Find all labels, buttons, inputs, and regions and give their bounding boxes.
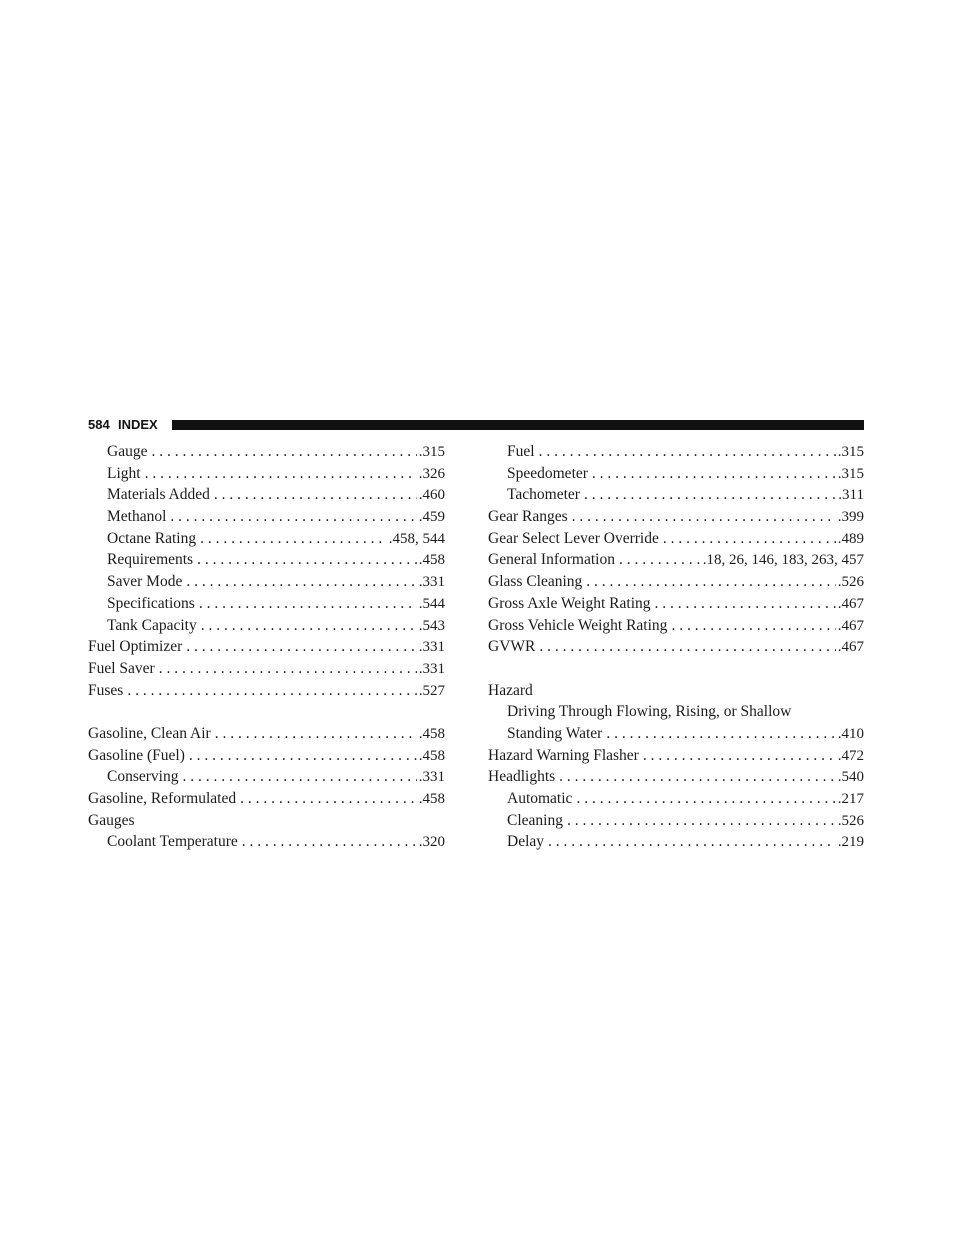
index-entry — [88, 810, 445, 832]
dot-leader — [159, 658, 417, 680]
index-page-ref: .326 — [418, 465, 445, 482]
index-page-ref: .458 — [418, 725, 445, 742]
index-entry — [488, 571, 864, 593]
index-term: Standing Water — [507, 724, 603, 742]
index-entry — [88, 680, 445, 702]
index-term: Gross Vehicle Weight Rating — [488, 616, 668, 634]
dot-leader — [189, 745, 417, 767]
dot-leader — [572, 506, 836, 528]
dot-leader — [215, 723, 417, 745]
index-subentry — [488, 701, 864, 723]
index-page-ref: .467 — [837, 617, 864, 634]
dot-leader — [592, 463, 836, 485]
dot-leader — [201, 615, 417, 637]
index-term: Materials Added — [107, 486, 210, 504]
index-page-ref: .331 — [418, 769, 445, 786]
index-page-ref: .472 — [837, 747, 864, 764]
index-subentry — [88, 593, 445, 615]
index-entry — [488, 615, 864, 637]
index-term: Saver Mode — [107, 573, 183, 591]
index-term: Speedometer — [507, 464, 588, 482]
index-page-ref: .315 — [837, 444, 864, 460]
index-term: Octane Rating — [107, 529, 197, 547]
index-page-ref: .544 — [418, 595, 445, 612]
index-entry — [88, 636, 445, 658]
index-entry — [488, 766, 864, 788]
index-term: Gasoline (Fuel) — [88, 746, 185, 764]
dot-leader — [186, 636, 416, 658]
index-entry — [488, 680, 864, 702]
index-term: Tank Capacity — [107, 616, 197, 634]
index-page-ref: .467 — [837, 595, 864, 612]
index-group-gap — [88, 701, 445, 723]
index-subentry — [488, 484, 864, 506]
index-entry — [88, 658, 445, 680]
index-term: GVWR — [488, 638, 536, 656]
dot-leader — [197, 549, 417, 571]
index-entry — [88, 745, 445, 767]
index-page-ref: .331 — [418, 574, 445, 591]
index-term: Gear Ranges — [488, 508, 568, 526]
index-term: Fuel — [507, 443, 535, 460]
dot-leader — [548, 831, 836, 853]
index-page-ref: .399 — [837, 509, 864, 526]
index-page-ref: .217 — [837, 791, 864, 807]
index-subentry — [88, 766, 445, 788]
dot-leader — [584, 484, 836, 506]
dot-leader — [539, 636, 835, 658]
index-term: Requirements — [107, 551, 194, 569]
dot-leader — [559, 766, 836, 788]
dot-leader — [214, 484, 417, 506]
index-subentry — [88, 831, 445, 853]
dot-leader — [242, 831, 417, 853]
dot-leader — [567, 810, 836, 832]
index-term: Cleaning — [507, 811, 563, 829]
index-page-ref: .460 — [418, 487, 445, 504]
page-number: 584 — [88, 417, 110, 432]
index-page-ref: .219 — [837, 834, 864, 851]
index-page-ref: .489 — [837, 530, 864, 547]
index-term: Methanol — [107, 508, 167, 526]
dot-leader — [655, 593, 836, 615]
index-page-ref: .331 — [418, 660, 445, 677]
index-term: Conserving — [107, 768, 179, 786]
index-term: Fuses — [88, 681, 124, 699]
index-page-ref: .540 — [837, 769, 864, 786]
index-subentry — [88, 506, 445, 528]
index-page-ref: .458 — [418, 747, 445, 764]
index-page-ref: .458 — [418, 552, 445, 569]
index-term: Gauge — [107, 443, 148, 460]
dot-leader — [199, 593, 417, 615]
index-term: Gross Axle Weight Rating — [488, 594, 651, 612]
index-term: Delay — [507, 833, 545, 851]
index-page-ref: .458, 544 — [388, 530, 445, 547]
index-term: General Information — [488, 551, 615, 569]
index-page-ref: .459 — [418, 509, 445, 526]
index-term: Driving Through Flowing, Rising, or Shallow — [507, 703, 792, 721]
index-entry — [488, 593, 864, 615]
index-term: Gasoline, Clean Air — [88, 724, 211, 742]
dot-leader — [643, 745, 836, 767]
dot-leader — [539, 441, 836, 463]
index-term: Tachometer — [507, 486, 580, 504]
index-entry — [488, 528, 864, 550]
index-entry — [488, 506, 864, 528]
index-subentry — [88, 615, 445, 637]
index-subentry — [88, 484, 445, 506]
index-subentry — [88, 549, 445, 571]
index-entry — [488, 549, 864, 571]
index-term: Fuel Saver — [88, 659, 155, 677]
index-subentry — [488, 463, 864, 485]
index-term: Gauges — [88, 811, 135, 829]
dot-leader — [606, 723, 835, 745]
index-term: Specifications — [107, 594, 195, 612]
dot-leader — [200, 528, 387, 550]
dot-leader — [186, 571, 416, 593]
index-subentry — [488, 723, 864, 745]
index-page-ref: .315 — [418, 444, 445, 460]
index-page-ref: .458 — [418, 791, 445, 807]
index-column-left — [88, 441, 445, 853]
dot-leader — [619, 549, 701, 571]
index-page-ref: .331 — [418, 639, 445, 656]
index-entry — [488, 745, 864, 767]
page-header — [88, 416, 864, 434]
index-page-ref: .410 — [837, 725, 864, 742]
index-term: Coolant Temperature — [107, 833, 238, 851]
index-page-ref: .526 — [837, 574, 864, 591]
index-term: Automatic — [507, 790, 573, 807]
index-term: Hazard — [488, 681, 533, 699]
index-page-ref: .526 — [837, 812, 864, 829]
index-subentry — [88, 571, 445, 593]
index-entry — [88, 788, 445, 810]
index-term: Headlights — [488, 768, 556, 786]
index-page-ref: .467 — [837, 639, 864, 656]
index-subentry — [488, 441, 864, 463]
header-rule — [172, 420, 864, 430]
index-subentry — [488, 810, 864, 832]
index-term: Hazard Warning Flasher — [488, 746, 639, 764]
index-subentry — [488, 788, 864, 810]
index-group-gap — [488, 658, 864, 680]
index-term: Fuel Optimizer — [88, 638, 183, 656]
index-subentry — [88, 441, 445, 463]
dot-leader — [182, 766, 416, 788]
index-subentry — [88, 463, 445, 485]
index-subentry — [88, 528, 445, 550]
index-page-ref: .315 — [837, 465, 864, 482]
index-page-ref: .320 — [418, 834, 445, 851]
index-page-ref: .527 — [418, 682, 445, 699]
index-entry — [88, 723, 445, 745]
index-term: Light — [107, 464, 141, 482]
dot-leader — [663, 528, 836, 550]
dot-leader — [240, 788, 417, 810]
section-title: INDEX — [118, 417, 158, 432]
index-subentry — [488, 831, 864, 853]
index-entry — [488, 636, 864, 658]
index-term: Gasoline, Reformulated — [88, 790, 237, 807]
dot-leader — [671, 615, 835, 637]
dot-leader — [127, 680, 416, 702]
dot-leader — [151, 441, 416, 463]
index-term: Glass Cleaning — [488, 573, 583, 591]
dot-leader — [145, 463, 417, 485]
dot-leader — [170, 506, 416, 528]
dot-leader — [576, 788, 835, 810]
index-page-ref: .18, 26, 146, 183, 263, 457 — [702, 552, 864, 569]
index-term: Gear Select Lever Override — [488, 529, 659, 547]
index-page-ref: .543 — [418, 617, 445, 634]
index-page-ref: .311 — [838, 487, 864, 504]
index-column-right — [488, 441, 864, 853]
dot-leader — [586, 571, 835, 593]
